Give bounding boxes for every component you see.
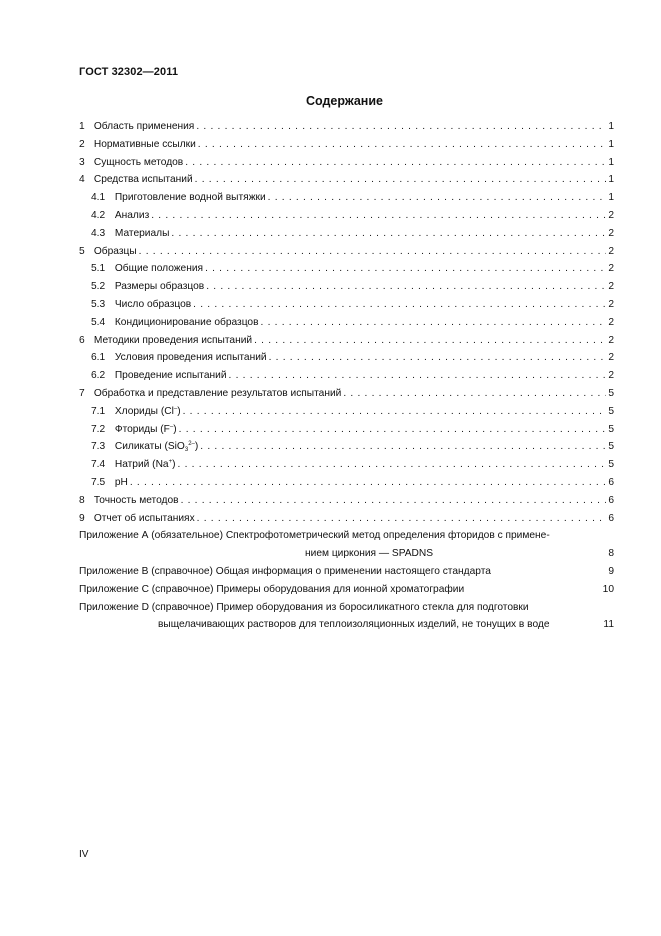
toc-entry[interactable] [79, 314, 614, 332]
toc-page-number: 5 [608, 441, 614, 453]
leader-dots [268, 189, 606, 207]
toc-entry-number: 6.1 [91, 352, 106, 364]
leader-dots [261, 314, 606, 332]
leader-dots [205, 260, 606, 278]
appendix-c-title: Приложение С (справочное) Примеры оборудования для ионной хроматографии [79, 583, 465, 595]
appendix-a[interactable] [79, 527, 614, 545]
toc-page-number: 2 [608, 334, 614, 346]
toc-entry-number: 5.2 [91, 281, 106, 293]
leader-dots [206, 278, 606, 296]
toc-entry-number: 2 [79, 138, 85, 150]
toc-page-number: 1 [608, 138, 614, 150]
toc-entry-number: 4.3 [91, 227, 106, 239]
appendix-a-continuation[interactable] [79, 545, 614, 563]
toc-page-number: 2 [608, 209, 614, 221]
toc-entry-number: 9 [79, 512, 85, 524]
toc-page-number: 5 [608, 387, 614, 399]
leader-dots [171, 225, 606, 243]
toc-entry-number: 4.2 [91, 209, 106, 221]
toc-page-number: 1 [608, 121, 614, 132]
appendix-c[interactable] [79, 581, 614, 599]
toc-tail-entries [79, 492, 614, 528]
toc-page-number: 1 [608, 174, 614, 186]
toc-entry-label: Условия проведения испытаний [114, 352, 267, 364]
toc-entry-number: 5.4 [91, 316, 106, 328]
leader-dots [178, 456, 606, 474]
toc-page-number: 5 [608, 405, 614, 417]
toc-entry-number: 1 [79, 121, 85, 132]
toc-entry[interactable] [79, 189, 614, 207]
subscript-index: 3 [184, 447, 189, 454]
toc-entry-label: Хлориды (Cl [114, 405, 174, 417]
toc-main-entries [79, 118, 614, 403]
toc-entry-label: Область применения [93, 121, 195, 132]
leader-dots [139, 243, 606, 261]
leader-dots [269, 349, 606, 367]
toc-entry-label: Точность методов [93, 494, 179, 506]
toc-entry-label: pH [114, 476, 128, 488]
toc-entry-label: Образцы [93, 245, 137, 257]
superscript-charge: – [173, 405, 178, 412]
toc-entry-number: 7.3 [91, 441, 106, 453]
toc-entry-number: 7 [79, 387, 85, 399]
toc-entry-label: Фториды (F [114, 423, 170, 435]
toc-entry-number: 7.4 [91, 459, 106, 471]
toc-entry-label: Средства испытаний [93, 174, 193, 186]
toc-entry[interactable] [79, 225, 614, 243]
appendix-a-title-cont: нием циркония — SPADNS [305, 548, 434, 560]
toc-page-number: 5 [608, 423, 614, 435]
toc-entry[interactable] [79, 278, 614, 296]
toc-page-number: 2 [608, 316, 614, 328]
toc-entry-label: Размеры образцов [114, 281, 205, 293]
toc-entry-label: Силикаты (SiO [114, 441, 185, 453]
appendix-d-title-cont: выщелачивающих растворов для теплоизоляционных изделий, не тонущих в воде [158, 619, 550, 631]
toc-entry-number: 6 [79, 334, 85, 346]
toc-entry-7-2[interactable] [79, 421, 614, 439]
leader-dots [254, 332, 606, 350]
leader-dots [198, 136, 606, 154]
toc-entry-number: 5 [79, 245, 85, 257]
toc-page-number: 1 [608, 156, 614, 168]
toc-entry-number: 5.1 [91, 263, 106, 275]
toc-page-number: 10 [602, 583, 614, 595]
toc-entry-label: Обработка и представление результатов испытаний [93, 387, 342, 399]
toc-entry-label: Проведение испытаний [114, 370, 227, 382]
toc-entry-label: Натрий (Na [114, 459, 169, 471]
toc-entry-number: 6.2 [91, 370, 106, 382]
leader-dots [183, 403, 606, 421]
toc-page-number: 6 [608, 476, 614, 488]
toc-entry-label-end: ) [173, 423, 177, 435]
toc-entry-7-3[interactable] [79, 438, 614, 456]
appendix-d-continuation[interactable] [79, 616, 614, 634]
toc-entry-7-1[interactable] [79, 403, 614, 421]
toc-page-number: 2 [608, 227, 614, 239]
toc-entry-7-5[interactable] [79, 474, 614, 492]
leader-dots [130, 474, 606, 492]
toc-entry[interactable] [79, 492, 614, 510]
toc-entry-number: 5.3 [91, 298, 106, 310]
toc-entry-label: Приготовление водной вытяжки [114, 192, 266, 204]
toc-entry-label: Число образцов [114, 298, 192, 310]
leader-dots [343, 385, 606, 403]
toc-entry-number: 4 [79, 174, 85, 186]
toc-entry[interactable] [79, 207, 614, 225]
toc-entry-number: 7.2 [91, 423, 106, 435]
leader-dots [181, 492, 606, 510]
toc-entry[interactable] [79, 136, 614, 154]
leader-dots [435, 545, 606, 563]
toc-entry[interactable] [79, 260, 614, 278]
leader-dots [193, 296, 606, 314]
toc-entry-label: Нормативные ссылки [93, 138, 196, 150]
toc-entry[interactable] [79, 385, 614, 403]
toc-title: Содержание [305, 94, 383, 108]
leader-dots [151, 207, 606, 225]
toc-entry-label: Материалы [114, 227, 170, 239]
toc-entry[interactable] [79, 349, 614, 367]
appendix-b[interactable] [79, 563, 614, 581]
appendix-a-title: Приложение А (обязательное) Спектрофотометрический метод определения фторидов с примене- [79, 530, 550, 542]
toc-entry[interactable] [79, 154, 614, 172]
leader-dots [493, 563, 606, 581]
superscript-charge: 2– [188, 441, 195, 448]
toc-entry-label: Общие положения [114, 263, 204, 275]
toc-entry-number: 4.1 [91, 192, 106, 204]
document-header: ГОСТ 32302—2011 [79, 66, 179, 78]
toc-entry-label: Кондиционирование образцов [114, 316, 259, 328]
leader-dots [195, 171, 606, 189]
appendix-d[interactable] [79, 599, 614, 617]
toc-page-number: 11 [603, 619, 614, 631]
toc-entry-number: 3 [79, 156, 85, 168]
leader-dots [200, 438, 606, 456]
toc-entry-label-end: ) [177, 405, 181, 417]
superscript-charge: – [169, 423, 174, 430]
leader-dots [466, 581, 601, 599]
toc-page-number: 2 [608, 352, 614, 364]
toc-page-number: 9 [608, 565, 614, 577]
toc-page-number: 6 [608, 494, 614, 506]
appendix-b-title: Приложение В (справочное) Общая информация о применении настоящего стандарта [79, 565, 491, 577]
toc-entry[interactable] [79, 243, 614, 261]
page-number: IV [79, 849, 89, 860]
toc-page-number: 2 [608, 298, 614, 310]
toc-entry-number: 7.5 [91, 476, 106, 488]
toc-entry[interactable] [79, 118, 614, 136]
toc-page-number: 2 [608, 370, 614, 382]
toc-entry-7-4[interactable] [79, 456, 614, 474]
leader-dots [197, 510, 606, 528]
appendix-d-title: Приложение D (справочное) Пример оборудования из боросиликатного стекла для подготовки [79, 601, 529, 613]
toc-entry-label: Сущность методов [93, 156, 184, 168]
toc-entry-number: 7.1 [91, 405, 106, 417]
toc-page-number: 2 [608, 281, 614, 293]
toc-entry[interactable] [79, 367, 614, 385]
toc-page-number: 2 [608, 263, 614, 275]
superscript-charge: + [168, 459, 173, 466]
leader-dots [185, 154, 606, 172]
toc-entry-label: Отчет об испытаниях [93, 512, 195, 524]
toc-page-number: 6 [608, 512, 614, 524]
toc-entry-label: Методики проведения испытаний [93, 334, 253, 346]
leader-dots [196, 118, 606, 136]
toc-entry[interactable] [79, 510, 614, 528]
toc-entry-label-end: ) [194, 441, 199, 453]
toc-entry-label: Анализ [114, 209, 150, 221]
toc-page-number: 2 [608, 245, 614, 257]
toc-page-number: 1 [608, 192, 614, 204]
table-of-contents [79, 118, 614, 634]
appendix-list [79, 527, 614, 634]
leader-dots [179, 421, 606, 439]
toc-entry[interactable] [79, 296, 614, 314]
toc-entry-label-end: ) [172, 459, 176, 471]
toc-page-number: 5 [608, 459, 614, 471]
leader-dots [229, 367, 606, 385]
toc-page-number: 8 [608, 548, 614, 560]
toc-entry-number: 8 [79, 494, 85, 506]
leader-dots [552, 616, 602, 634]
toc-entry[interactable] [79, 332, 614, 350]
toc-entry[interactable] [79, 171, 614, 189]
